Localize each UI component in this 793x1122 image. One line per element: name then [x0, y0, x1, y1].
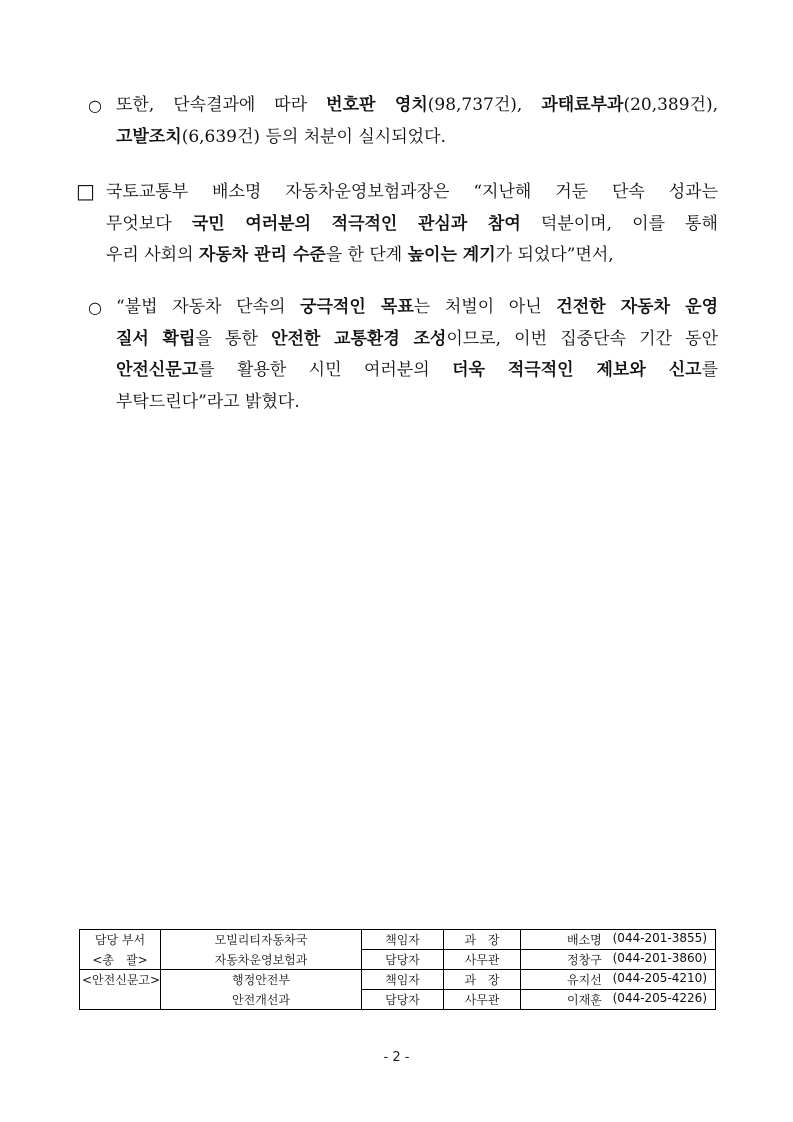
- title-cell: 사무관: [444, 990, 521, 1010]
- title-cell: 사무관: [444, 950, 521, 970]
- contact-name-phone: [523, 971, 713, 988]
- contact-phone: (044-201-3855): [612, 931, 707, 945]
- bold-run: 과태료부과: [541, 95, 624, 115]
- text-line: [76, 240, 718, 272]
- table-row: [80, 990, 716, 1010]
- contact-phone: (044-205-4210): [612, 971, 707, 985]
- contact-phone: (044-201-3860): [612, 951, 707, 965]
- contact-name: 이재훈: [567, 993, 602, 1007]
- text-run: 을 한 단계: [325, 245, 408, 265]
- name-phone-cell: [521, 970, 716, 990]
- table-row: [80, 970, 716, 990]
- role-cell: 책임자: [362, 930, 444, 950]
- bold-run: 고발조치: [116, 126, 182, 147]
- text-line: [88, 387, 718, 419]
- page-number: - 2 -: [383, 1050, 410, 1065]
- paragraph-director-remarks: [76, 177, 718, 272]
- dept-label-cell: [80, 990, 161, 1010]
- bold-run: 궁극적인 목표: [300, 297, 414, 317]
- square-bullet-icon: □: [76, 179, 95, 203]
- contact-name: 유지선: [567, 973, 602, 987]
- text-run: 부탁드린다”라고 밝혔다.: [116, 391, 300, 412]
- text-run: “불법 자동차 단속의: [116, 297, 301, 317]
- contact-name: 정창구: [567, 953, 602, 967]
- bold-run: 자동차 관리 수준: [198, 245, 326, 265]
- dept-label-cell: 담당 부서: [80, 930, 161, 950]
- contact-table: [79, 929, 716, 1010]
- text-run: 이므로, 이번 집중단속 기간 동안: [446, 328, 718, 349]
- text-line: [88, 122, 718, 154]
- bold-run: 안전한 교통환경 조성: [271, 328, 447, 349]
- bold-run: 높이는 계기: [407, 245, 496, 265]
- text-line: [88, 90, 718, 122]
- contact-phone: (044-205-4226): [612, 991, 707, 1005]
- text-run: 무엇보다: [106, 213, 192, 234]
- circle-bullet-icon: ○: [88, 298, 102, 317]
- org-cell: 안전개선과: [161, 990, 362, 1010]
- name-phone-cell: [521, 990, 716, 1010]
- text-run: 우리 사회의: [106, 245, 199, 265]
- dept-label-cell: <안전신문고>: [80, 970, 161, 990]
- table-row: [80, 950, 716, 970]
- role-cell: 담당자: [362, 990, 444, 1010]
- bold-run: 더욱 적극적인 제보와 신고: [452, 360, 702, 380]
- paragraph-disposition-results: [88, 90, 718, 153]
- text-run: 를: [701, 360, 718, 380]
- text-line: [88, 292, 718, 324]
- text-run: 국토교통부 배소명 자동차운영보험과장은 “지난해 거둔 단속 성과는: [106, 182, 718, 202]
- bold-run: 안전신문고: [116, 360, 199, 380]
- text-run: (20,389건),: [623, 95, 719, 115]
- bold-run: 건전한 자동차 운영: [556, 297, 719, 317]
- text-run: 를 활용한 시민 여러분의: [198, 360, 453, 380]
- text-line: [76, 209, 718, 241]
- org-cell: 모빌리티자동차국: [161, 930, 362, 950]
- contact-name: 배소명: [567, 933, 602, 947]
- text-run: (98,737건),: [427, 95, 542, 115]
- text-run: 덕분이며, 이를 통해: [520, 213, 718, 234]
- org-cell: 행정안전부: [161, 970, 362, 990]
- contact-name-phone: [523, 991, 713, 1008]
- title-cell: 과 장: [444, 930, 521, 950]
- text-run: 을 통한: [195, 328, 272, 349]
- table-row: [80, 930, 716, 950]
- name-phone-cell: [521, 930, 716, 950]
- contact-name-phone: [523, 951, 713, 968]
- bold-run: 질서 확립: [116, 328, 196, 349]
- dept-label-cell: <총 괄>: [80, 950, 161, 970]
- role-cell: 책임자: [362, 970, 444, 990]
- circle-bullet-icon: ○: [88, 96, 102, 115]
- title-cell: 과 장: [444, 970, 521, 990]
- name-phone-cell: [521, 950, 716, 970]
- text-line: [88, 355, 718, 387]
- role-cell: 담당자: [362, 950, 444, 970]
- text-line: [88, 324, 718, 356]
- text-run: 또한, 단속결과에 따라: [116, 95, 327, 115]
- bold-run: 국민 여러분의 적극적인 관심과 참여: [191, 213, 521, 234]
- text-line: [76, 177, 718, 209]
- text-run: (6,639건) 등의 처분이 실시되었다.: [181, 126, 446, 147]
- org-cell: 자동차운영보험과: [161, 950, 362, 970]
- text-run: 는 처벌이 아닌: [413, 297, 557, 317]
- paragraph-request-reports: [88, 292, 718, 418]
- bold-run: 번호판 영치: [326, 95, 428, 115]
- text-run: 가 되었다”면서,: [495, 245, 614, 265]
- contact-name-phone: [523, 931, 713, 948]
